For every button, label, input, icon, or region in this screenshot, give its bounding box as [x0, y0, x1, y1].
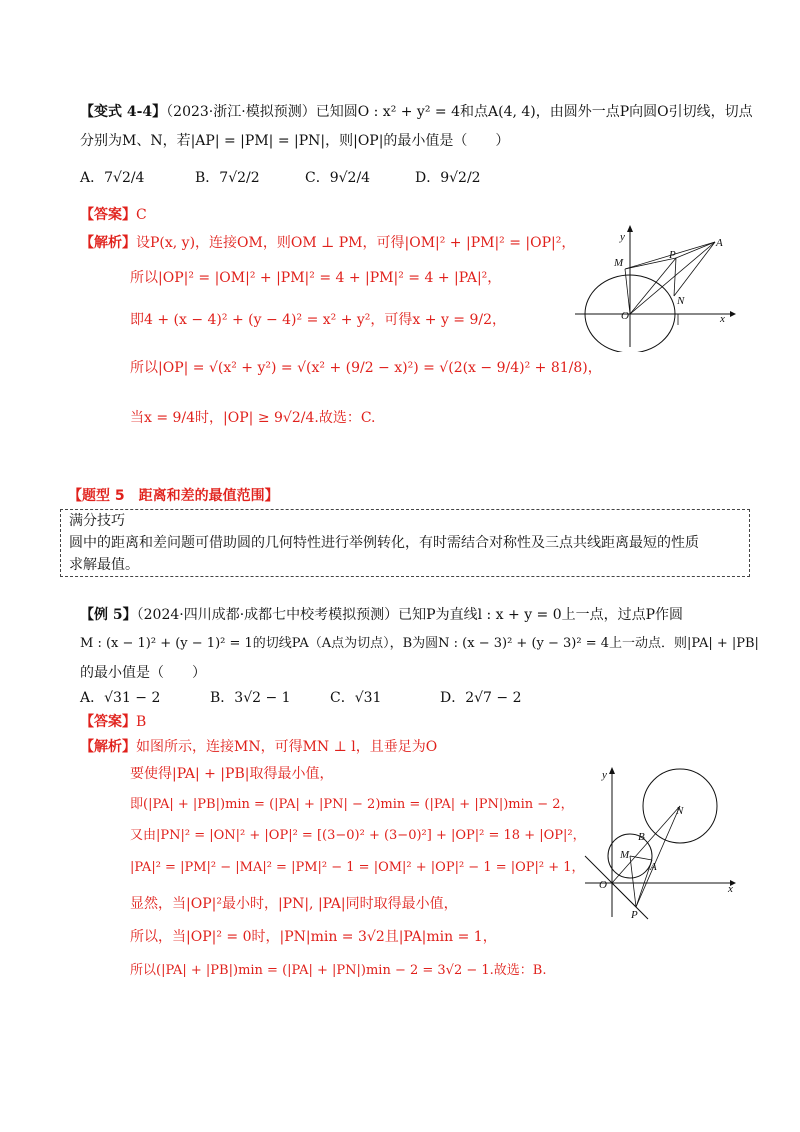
example-5-step-4: 又由|PN|² = |ON|² + |OP|² = [(3−0)² + (3−0)²] + |OP|² = 18 + |OP|²，: [130, 828, 586, 843]
example-5-figure: [580, 762, 750, 922]
example-5-step-7: 所以，当|OP|² = 0时，|PN|min = 3√2且|PA|min = 1，: [130, 929, 497, 945]
example-5-option-d: D．2√7 − 2: [440, 690, 522, 706]
problem-44-text1: （2023·浙江·模拟预测）已知圆O : x² + y² = 4和点A(4, 4)，由圆外一点P向圆O引切线，切点: [166, 104, 753, 120]
label-p: P: [631, 909, 638, 921]
analysis-label: 【解析】: [80, 739, 136, 755]
example-5-option-c: C．√31: [330, 690, 382, 706]
problem-44-step-5: 当x = 9/4时，|OP| ≥ 9√2/4.故选：C.: [130, 410, 376, 426]
tip-line-1: 圆中的距离和差问题可借助圆的几何特性进行举例转化，有时需结合对称性及三点共线距离最短的性质: [69, 535, 699, 551]
label-m: M: [620, 849, 630, 861]
problem-44-option-c: C．9√2/4: [305, 170, 371, 186]
problem-44-line1: [80, 102, 753, 122]
analysis-label: 【解析】: [80, 235, 136, 251]
problem-44-tag: 【变式 4-4】: [80, 104, 167, 120]
problem-44-step-1: 【解析】设P(x, y)，连接OM，则OM ⊥ PM，可得|OM|² + |PM|² = |OP|²，: [80, 235, 576, 251]
answer-value: C: [136, 207, 147, 223]
label-p: P: [669, 249, 676, 261]
y-axis-arrow: [627, 225, 633, 232]
problem-44-answer: [80, 205, 147, 225]
y-axis-arrow: [609, 767, 615, 774]
problem-44-step-2: 所以|OP|² = |OM|² + |PM|² = 4 + |PM|² = 4 + |PA|²，: [130, 270, 502, 286]
x-axis-arrow: [730, 311, 736, 317]
segment-pm: [630, 856, 636, 907]
label-n: N: [676, 805, 684, 817]
example-5-answer: [80, 712, 146, 732]
segment-po: [612, 883, 636, 907]
problem-44-figure: [570, 222, 740, 352]
label-m: M: [614, 257, 624, 269]
segment-pn: [674, 258, 676, 296]
problem-44-option-d: D．9√2/2: [415, 170, 481, 186]
tip-box: [60, 509, 750, 577]
label-a: A: [650, 861, 657, 873]
label-b: B: [638, 831, 645, 843]
label-y: y: [602, 769, 607, 781]
example-5-step-5: |PA|² = |PM|² − |MA|² = |PM|² − 1 = |OM|² + |OP|² − 1 = |OP|² + 1，: [130, 860, 585, 875]
problem-44-option-b: B．7√2/2: [195, 170, 260, 186]
label-x: x: [720, 313, 725, 325]
example-5-step-3: 即(|PA| + |PB|)min = (|PA| + |PN| − 2)min = (|PA| + |PN|)min − 2，: [130, 797, 574, 812]
segment-pn: [636, 806, 680, 907]
example-5-tag: 【例 5】: [80, 607, 137, 623]
example-5-line2: M : (x − 1)² + (y − 1)² = 1的切线PA（A点为切点），B为圆N : (x − 3)² + (y − 3)² = 4上一动点．则|PA| + |PB|: [80, 636, 759, 651]
section-5-header: 【题型 5 距离和差的最值范围】: [68, 488, 279, 504]
example-5-step-8: 所以(|PA| + |PB|)min = (|PA| + |PN|)min − 2 = 3√2 − 1.故选：B.: [130, 963, 547, 978]
tip-title: 满分技巧: [69, 513, 125, 529]
answer-label: 【答案】: [80, 714, 136, 730]
problem-44-option-a: A．7√2/4: [80, 170, 145, 186]
label-x: x: [728, 883, 733, 895]
example-5-step-2: 要使得|PA| + |PB|取得最小值，: [130, 766, 334, 782]
segment-om: [625, 269, 630, 314]
problem-44-step-3: 即4 + (x − 4)² + (y − 4)² = x² + y²，可得x + y = 9/2，: [130, 312, 507, 328]
problem-44-line2: 分别为M、N，若|AP| = |PM| = |PN|，则|OP|的最小值是（ ）: [80, 133, 510, 149]
example-5-line1: 【例 5】（2024·四川成都·成都七中校考模拟预测）已知P为直线l : x + y = 0上一点，过点P作圆: [80, 607, 684, 623]
example-5-step-1: 【解析】如图所示，连接MN，可得MN ⊥ l，且垂足为O: [80, 739, 438, 755]
label-a: A: [716, 237, 723, 249]
example-5-line3: 的最小值是（ ）: [80, 665, 206, 681]
answer-value: B: [136, 714, 147, 730]
label-y: y: [620, 231, 625, 243]
label-n: N: [677, 295, 685, 307]
label-o: O: [599, 879, 607, 891]
label-o: O: [621, 310, 629, 322]
answer-label: 【答案】: [80, 207, 136, 223]
tip-line-2: 求解最值。: [69, 557, 139, 573]
example-5-step-6: 显然，当|OP|²最小时，|PN|, |PA|同时取得最小值，: [130, 896, 458, 912]
problem-44-step-4: 所以|OP| = √(x² + y²) = √(x² + (9/2 − x)²) = √(2(x − 9/4)² + 81/8)，: [130, 360, 602, 376]
example-5-option-b: B．3√2 − 1: [210, 690, 291, 706]
example-5-option-a: A．√31 − 2: [80, 690, 161, 706]
